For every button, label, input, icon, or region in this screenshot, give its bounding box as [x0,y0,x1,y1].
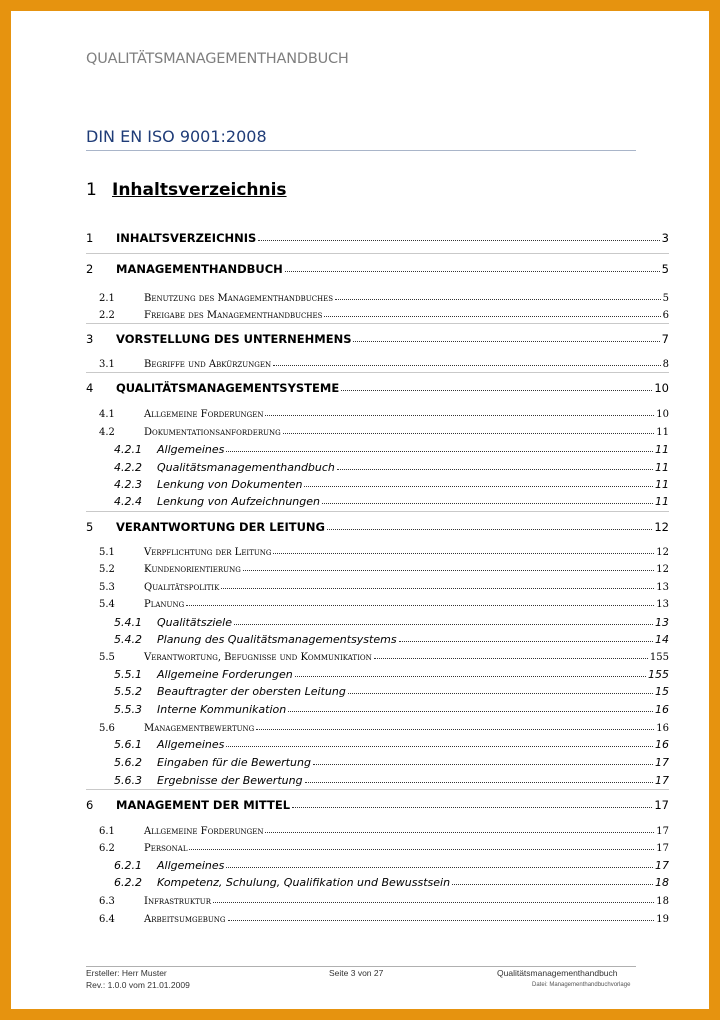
toc-entry-number: 4 [86,381,94,395]
toc-entry-page: 17 [654,798,669,812]
toc-entry-page: 13 [655,616,669,629]
toc-entry[interactable] [99,592,669,610]
toc-entry-leader [335,298,661,300]
toc-entry[interactable] [114,438,669,456]
document-page [11,11,709,1009]
toc-entry[interactable] [99,716,669,734]
toc-entry-page: 11 [656,427,669,438]
toc-entry-page: 17 [655,756,669,769]
toc-entry-leader [226,450,653,452]
toc-entry-page: 12 [656,564,669,575]
toc-entry-number: 6.4 [99,914,115,925]
toc-entry-leader [353,340,659,342]
toc-entry-leader [304,485,653,487]
toc-entry-number: 5.2 [99,564,115,575]
toc-entry-page: 13 [656,599,669,610]
toc-entry-title: Planung des Qualitätsmanagementsystems [157,633,397,646]
toc-heading [86,180,287,200]
toc-entry[interactable] [114,680,669,698]
toc-entry-leader [399,640,653,642]
toc-entry[interactable] [99,836,669,854]
toc-entry-leader [226,745,653,747]
toc-entry-title: Kundenorientierung [144,564,241,575]
footer-document-name: Qualitätsmanagementhandbuch [497,968,618,978]
toc-entry-page: 155 [648,668,669,681]
toc-entry-page: 14 [655,633,669,646]
toc-entry-title: Freigabe des Managementhandbuches [144,310,323,321]
toc-entry-number: 5.1 [99,547,115,558]
toc-entry-page: 17 [656,826,669,837]
toc-entry-title: Allgemeine Forderungen [144,826,264,837]
toc-entry-page: 17 [655,859,669,872]
toc-entry-number: 4.2.3 [114,478,142,491]
toc-entry-number: 6.3 [99,896,115,907]
toc-entry-leader [292,806,652,808]
toc-entry-number: 5.5 [99,652,115,663]
toc-entry-number: 5.6 [99,723,115,734]
toc-entry-leader [283,432,655,434]
toc-entry-page: 16 [656,723,669,734]
toc-entry[interactable] [114,751,669,769]
toc-separator [86,253,669,254]
toc-entry-number: 2.1 [99,293,115,304]
document-subtitle: DIN EN ISO 9001:2008 [86,127,636,151]
toc-entry[interactable] [114,698,669,716]
toc-entry[interactable] [114,611,669,629]
toc-entry-page: 11 [655,443,669,456]
toc-entry-page: 7 [661,332,669,346]
toc-entry-title: Verantwortung, Befugnisse und Kommunikation [144,652,372,663]
toc-entry-leader [305,781,653,783]
toc-entry-number: 6.2.2 [114,876,142,889]
toc-entry-leader [285,270,660,272]
toc-entry[interactable] [99,645,669,663]
toc-entry-page: 17 [655,774,669,787]
toc-entry-leader [221,587,654,589]
toc-entry-title: Allgemeine Forderungen [144,409,264,420]
toc-entry-page: 5 [661,262,669,276]
toc-entry-leader [265,414,654,416]
toc-entry[interactable] [114,733,669,751]
toc-entry-title: MANAGEMENTHANDBUCH [116,262,283,276]
toc-entry-page: 11 [655,495,669,508]
toc-entry-leader [452,883,653,885]
toc-entry-leader [243,569,654,571]
toc-entry-leader [324,315,660,317]
toc-entry-page: 5 [662,293,669,304]
toc-entry-page: 11 [655,461,669,474]
toc-entry-page: 18 [656,896,669,907]
toc-entry-number: 5.4 [99,599,115,610]
toc-separator [86,372,669,373]
toc-entry[interactable] [99,286,669,304]
toc-entry-page: 10 [654,381,669,395]
toc-entry[interactable] [99,889,669,907]
document-header-title: QUALITÄTSMANAGEMENTHANDBUCH [86,51,349,67]
toc-entry-number: 6.2.1 [114,859,142,872]
toc-entry-title: Kompetenz, Schulung, Qualifikation und Bewusstsein [157,876,451,889]
toc-heading-text: Inhaltsverzeichnis [112,180,287,200]
toc-entry-number: 5.5.3 [114,703,142,716]
footer-author: Ersteller: Herr Muster [86,968,167,978]
toc-entry[interactable] [86,328,669,346]
toc-entry[interactable] [114,490,669,508]
toc-entry[interactable] [99,420,669,438]
toc-entry-leader [228,919,655,921]
toc-entry-number: 5.5.1 [114,668,142,681]
toc-entry[interactable] [99,575,669,593]
toc-entry[interactable] [86,516,669,534]
toc-entry-title: Qualitätsmanagementhandbuch [157,461,335,474]
toc-entry-number: 4.2 [99,427,115,438]
toc-entry-number: 1 [86,231,94,245]
toc-entry-number: 5.6.1 [114,738,142,751]
toc-entry-title: Benutzung des Managementhandbuches [144,293,334,304]
footer-page-number: Seite 3 von 27 [329,968,384,978]
toc-entry-leader [337,468,653,470]
toc-entry-number: 3 [86,332,94,346]
toc-entry-number: 6 [86,798,94,812]
toc-entry[interactable] [99,540,669,558]
toc-entry-title: Allgemeines [157,443,225,456]
footer-file-name: Datei: Managementhandbuchvorlage [532,982,631,988]
toc-entry-title: Allgemeine Forderungen [157,668,293,681]
toc-entry-number: 2 [86,262,94,276]
toc-entry-leader [213,901,654,903]
toc-entry-title: Eingaben für die Bewertung [157,756,311,769]
toc-entry-page: 155 [649,652,669,663]
toc-entry[interactable] [114,871,669,889]
toc-entry-number: 5.4.2 [114,633,142,646]
footer-revision: Rev.: 1.0.0 vom 21.01.2009 [86,980,190,990]
toc-entry-leader [288,710,653,712]
toc-entry[interactable] [99,402,669,420]
toc-entry-title: Beauftragter der obersten Leitung [157,685,346,698]
toc-entry[interactable] [114,854,669,872]
toc-entry[interactable] [86,377,669,395]
toc-entry-number: 4.2.4 [114,495,142,508]
toc-entry-leader [348,692,653,694]
toc-entry[interactable] [99,819,669,837]
toc-entry-page: 11 [655,478,669,491]
toc-entry-number: 5.5.2 [114,685,142,698]
toc-entry-page: 12 [654,520,669,534]
toc-entry[interactable] [114,769,669,787]
toc-entry-number: 5.4.1 [114,616,142,629]
toc-entry-leader [374,657,648,659]
toc-entry-page: 6 [662,310,669,321]
toc-heading-number: 1 [86,180,97,200]
toc-entry-number: 5.6.3 [114,774,142,787]
toc-entry-leader [234,623,653,625]
toc-entry-leader [327,528,652,530]
toc-entry-number: 3.1 [99,359,115,370]
toc-entry-leader [341,389,652,391]
toc-entry-number: 4.2.1 [114,443,142,456]
toc-entry-title: Planung [144,599,185,610]
toc-entry-title: VERANTWORTUNG DER LEITUNG [116,520,325,534]
toc-entry[interactable] [86,794,669,812]
toc-entry-number: 4.1 [99,409,115,420]
toc-entry[interactable] [114,473,669,491]
toc-entry-number: 6.1 [99,826,115,837]
toc-entry-title: Infrastruktur [144,896,211,907]
toc-entry-title: Allgemeines [157,738,225,751]
toc-entry-number: 5.3 [99,582,115,593]
toc-entry-leader [273,364,660,366]
toc-entry-page: 19 [656,914,669,925]
toc-entry[interactable] [86,258,669,276]
toc-entry-leader [295,675,646,677]
toc-entry-page: 17 [656,843,669,854]
toc-entry-page: 13 [656,582,669,593]
toc-entry-title: QUALITÄTSMANAGEMENTSYSTEME [116,381,340,395]
toc-entry[interactable] [114,456,669,474]
toc-entry-title: Ergebnisse der Bewertung [157,774,303,787]
toc-entry-leader [256,728,654,730]
toc-entry-number: 5.6.2 [114,756,142,769]
toc-entry[interactable] [99,303,669,321]
toc-entry-number: 5 [86,520,94,534]
toc-entry-title: Qualitätsziele [157,616,233,629]
toc-entry-number: 6.2 [99,843,115,854]
toc-entry-title: Dokumentationsanforderung [144,427,281,438]
toc-entry-title: Qualitätspolitik [144,582,220,593]
toc-entry-leader [265,831,654,833]
toc-separator [86,511,669,512]
toc-entry-leader [313,763,653,765]
toc-entry-page: 12 [656,547,669,558]
toc-entry[interactable] [86,227,669,245]
toc-entry-page: 18 [655,876,669,889]
toc-entry-title: Begriffe und Abkürzungen [144,359,272,370]
toc-entry[interactable] [99,352,669,370]
toc-entry-leader [273,552,654,554]
toc-entry-leader [258,239,659,241]
toc-entry-number: 4.2.2 [114,461,142,474]
toc-separator [86,789,669,790]
toc-entry-title: Arbeitsumgebung [144,914,226,925]
toc-entry[interactable] [114,663,669,681]
toc-entry-page: 16 [655,738,669,751]
toc-entry-title: Allgemeines [157,859,225,872]
toc-entry-page: 8 [662,359,669,370]
toc-entry-leader [322,502,653,504]
toc-entry-page: 10 [656,409,669,420]
toc-entry[interactable] [114,628,669,646]
toc-entry-number: 2.2 [99,310,115,321]
toc-entry-title: MANAGEMENT DER MITTEL [116,798,291,812]
toc-entry-title: INHALTSVERZEICHNIS [116,231,257,245]
toc-entry-title: Lenkung von Aufzeichnungen [157,495,320,508]
toc-entry-title: Interne Kommunikation [157,703,287,716]
toc-entry-page: 3 [661,231,669,245]
toc-entry-leader [226,866,653,868]
toc-entry-page: 16 [655,703,669,716]
toc-entry-leader [189,848,654,850]
toc-entry[interactable] [99,557,669,575]
toc-entry-title: Verpflichtung der Leitung [144,547,272,558]
toc-entry-title: Personal [144,843,188,854]
toc-entry-page: 15 [655,685,669,698]
toc-entry-title: Lenkung von Dokumenten [157,478,303,491]
toc-entry-title: VORSTELLUNG DES UNTERNEHMENS [116,332,352,346]
footer-divider [86,966,636,967]
toc-separator [86,323,669,324]
toc-entry-leader [186,604,654,606]
toc-entry[interactable] [99,907,669,925]
toc-entry-title: Managementbewertung [144,723,255,734]
